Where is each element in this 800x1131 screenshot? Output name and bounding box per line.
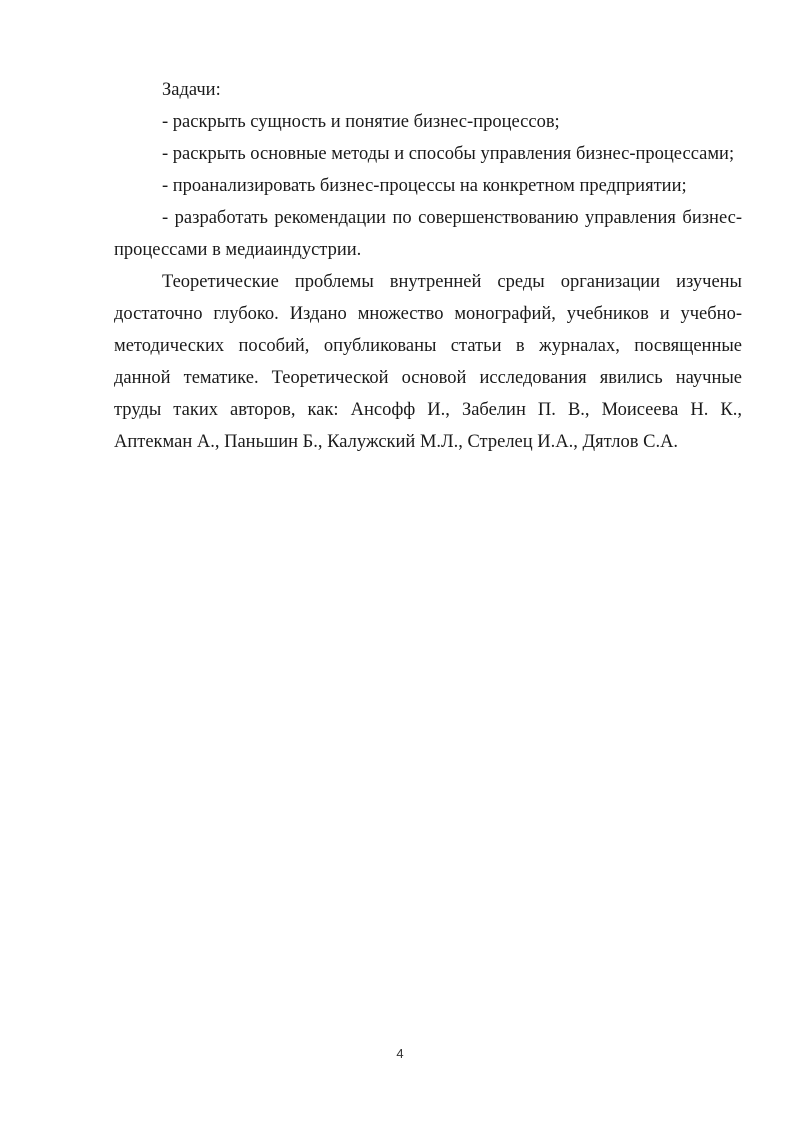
task-item: - проанализировать бизнес-процессы на конкретном предприятии; [162, 176, 687, 196]
task-item: - разработать рекомендации по совершенствованию управления бизнес-процессами в медиаиндустрии. [114, 208, 742, 260]
document-body [114, 74, 742, 458]
task-item: - раскрыть сущность и понятие бизнес-процессов; [162, 112, 560, 132]
tasks-heading: Задачи: [162, 80, 221, 100]
page-number: 4 [396, 1046, 404, 1061]
body-paragraph: Теоретические проблемы внутренней среды организации изучены достаточно глубоко. Издано множество монографий, учебников и учебно-методических пособий, опубликованы статьи в журналах, посвященные данной тематике. Теоретической основой исследования явились научные труды таких авторов, как: Ансофф И., Забелин П. В., Моисеева Н. К., Аптекман А., Паньшин Б., Калужский М.Л., Стрелец И.А., Дятлов С.А. [114, 272, 742, 452]
task-item: - раскрыть основные методы и способы управления бизнес-процессами; [162, 144, 735, 164]
